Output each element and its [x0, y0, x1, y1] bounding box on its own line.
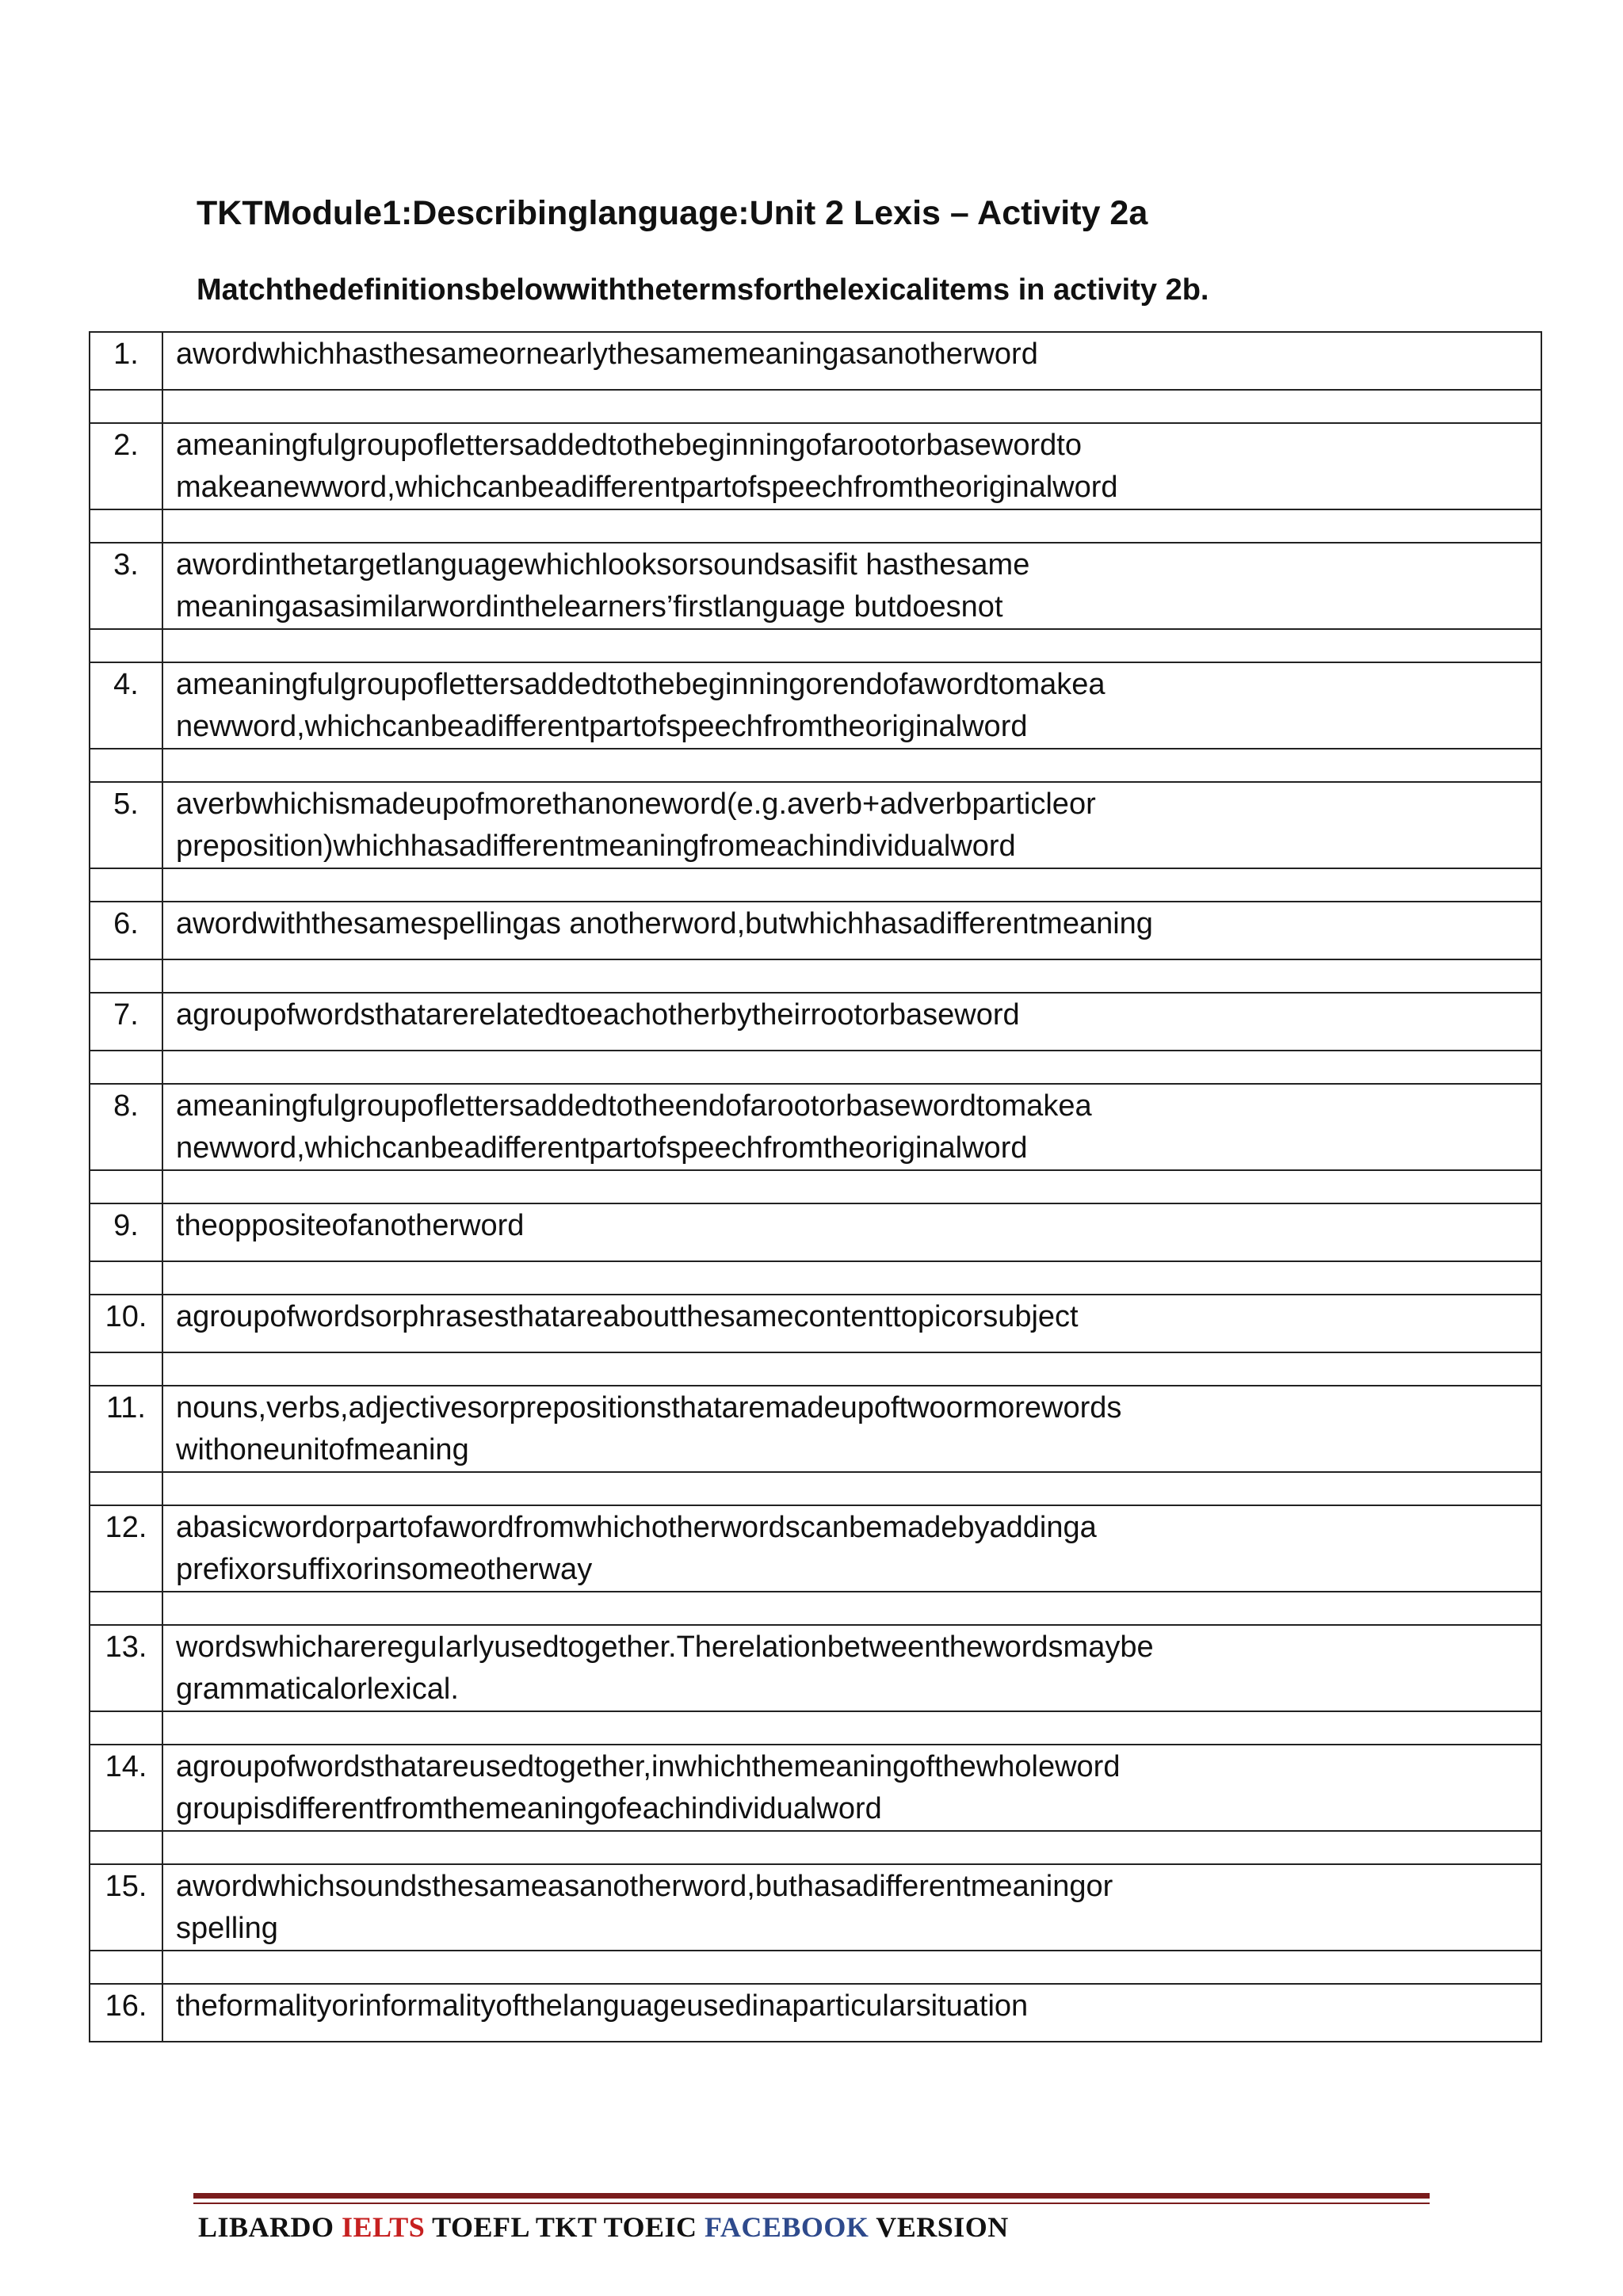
definition-row [90, 543, 1541, 629]
spacer-row [90, 749, 1541, 782]
definition-text: awordwhichhasthesameornearlythesamemeaningasanotherword [162, 332, 1541, 390]
item-number: 1. [90, 332, 162, 390]
footer-exams: TOEFL TKT TOEIC [425, 2211, 705, 2243]
spacer-cell [162, 390, 1541, 423]
spacer-cell [162, 1711, 1541, 1745]
spacer-row [90, 1951, 1541, 1984]
spacer-cell [90, 1352, 162, 1386]
spacer-cell [90, 749, 162, 782]
spacer-cell [162, 868, 1541, 902]
definition-text: agroupofwordsthatarerelatedtoeachotherbytheirrootorbaseword [162, 993, 1541, 1051]
spacer-row [90, 629, 1541, 662]
spacer-cell [162, 959, 1541, 993]
spacer-cell [90, 868, 162, 902]
item-number: 7. [90, 993, 162, 1051]
definition-row [90, 1505, 1541, 1592]
spacer-cell [162, 1051, 1541, 1084]
definition-row [90, 662, 1541, 749]
item-number: 14. [90, 1745, 162, 1831]
spacer-cell [90, 390, 162, 423]
spacer-cell [162, 749, 1541, 782]
spacer-row [90, 390, 1541, 423]
spacer-cell [90, 1951, 162, 1984]
definition-text: abasicwordorpartofawordfromwhichotherwordscanbemadebyaddinga prefixorsuffixorinsomeotherway [162, 1505, 1541, 1592]
spacer-cell [162, 1261, 1541, 1295]
item-number: 3. [90, 543, 162, 629]
spacer-cell [90, 1831, 162, 1864]
spacer-cell [162, 509, 1541, 543]
definition-text: ameaningfulgroupoflettersaddedtothebeginningofarootorbasewordto makeanewword,whichcanbeadifferentpartofspeechfromtheoriginalword [162, 423, 1541, 509]
spacer-cell [162, 1170, 1541, 1203]
footer-text [198, 2210, 1009, 2244]
spacer-cell [90, 1170, 162, 1203]
spacer-row [90, 509, 1541, 543]
item-number: 15. [90, 1864, 162, 1951]
definition-text: ameaningfulgroupoflettersaddedtothebeginningorendofawordtomakea newword,whichcanbeadifferentpartofspeechfromtheoriginalword [162, 662, 1541, 749]
footer-rule-thin [193, 2203, 1430, 2204]
spacer-cell [90, 959, 162, 993]
footer-author: LIBARDO [198, 2211, 342, 2243]
definition-text: averbwhichismadeupofmorethanoneword(e.g.averb+adverbparticleor preposition)whichhasadifferentmeaningfromeachindividualword [162, 782, 1541, 868]
definition-text: agroupofwordsthatareusedtogether,inwhichthemeaningofthewholeword groupisdifferentfromthemeaningofeachindividualword [162, 1745, 1541, 1831]
definitions-table [89, 331, 1542, 2042]
definition-row [90, 1084, 1541, 1170]
spacer-cell [162, 1592, 1541, 1625]
definition-row [90, 423, 1541, 509]
definition-text: agroupofwordsorphrasesthatareaboutthesamecontenttopicorsubject [162, 1295, 1541, 1352]
spacer-cell [90, 1051, 162, 1084]
spacer-cell [162, 1352, 1541, 1386]
footer-ielts: IELTS [342, 2211, 426, 2243]
spacer-row [90, 1711, 1541, 1745]
page-title: TKTModule1:Describinglanguage:Unit 2 Lexis – Activity 2a [197, 194, 1148, 232]
definition-row [90, 993, 1541, 1051]
definition-row [90, 1984, 1541, 2042]
item-number: 13. [90, 1625, 162, 1711]
spacer-row [90, 1352, 1541, 1386]
item-number: 2. [90, 423, 162, 509]
spacer-cell [162, 1472, 1541, 1505]
definition-row [90, 782, 1541, 868]
spacer-row [90, 1170, 1541, 1203]
spacer-cell [90, 1472, 162, 1505]
item-number: 6. [90, 902, 162, 959]
item-number: 5. [90, 782, 162, 868]
definition-row [90, 1864, 1541, 1951]
definition-text: awordinthetargetlanguagewhichlooksorsoundsasifit hasthesame meaningasasimilarwordinthelearners’firstlanguage butdoesnot [162, 543, 1541, 629]
spacer-cell [162, 1951, 1541, 1984]
definition-text: ameaningfulgroupoflettersaddedtotheendofarootorbasewordtomakea newword,whichcanbeadifferentpartofspeechfromtheoriginalword [162, 1084, 1541, 1170]
item-number: 11. [90, 1386, 162, 1472]
definition-row [90, 332, 1541, 390]
definition-row [90, 1295, 1541, 1352]
definition-row [90, 902, 1541, 959]
definition-text: theformalityorinformalityofthelanguageusedinaparticularsituation [162, 1984, 1541, 2042]
item-number: 12. [90, 1505, 162, 1592]
spacer-row [90, 1831, 1541, 1864]
definition-row [90, 1203, 1541, 1261]
definition-text: theoppositeofanotherword [162, 1203, 1541, 1261]
footer-rule [193, 2193, 1430, 2199]
spacer-cell [90, 1261, 162, 1295]
footer-facebook: FACEBOOK [705, 2211, 869, 2243]
definition-text: awordwhichsoundsthesameasanotherword,buthasadifferentmeaningor spelling [162, 1864, 1541, 1951]
spacer-cell [162, 1831, 1541, 1864]
spacer-row [90, 1051, 1541, 1084]
spacer-row [90, 1592, 1541, 1625]
item-number: 9. [90, 1203, 162, 1261]
item-number: 8. [90, 1084, 162, 1170]
footer-version: VERSION [869, 2211, 1009, 2243]
spacer-cell [90, 1711, 162, 1745]
definition-row [90, 1625, 1541, 1711]
item-number: 10. [90, 1295, 162, 1352]
spacer-cell [90, 509, 162, 543]
spacer-row [90, 868, 1541, 902]
spacer-cell [90, 629, 162, 662]
spacer-row [90, 1261, 1541, 1295]
spacer-cell [90, 1592, 162, 1625]
definition-row [90, 1386, 1541, 1472]
spacer-row [90, 1472, 1541, 1505]
spacer-cell [162, 629, 1541, 662]
item-number: 4. [90, 662, 162, 749]
item-number: 16. [90, 1984, 162, 2042]
definition-row [90, 1745, 1541, 1831]
definition-text: awordwiththesamespellingas anotherword,butwhichhasadifferentmeaning [162, 902, 1541, 959]
instruction-text: Matchthedefinitionsbelowwiththetermsforthelexicalitems in activity 2b. [197, 273, 1209, 307]
definition-text: wordswhicharereguIarlyusedtogether.Therelationbetweenthewordsmaybe grammaticalorlexical. [162, 1625, 1541, 1711]
spacer-row [90, 959, 1541, 993]
definition-text: nouns,verbs,adjectivesorprepositionsthataremadeupoftwoormorewords withoneunitofmeaning [162, 1386, 1541, 1472]
